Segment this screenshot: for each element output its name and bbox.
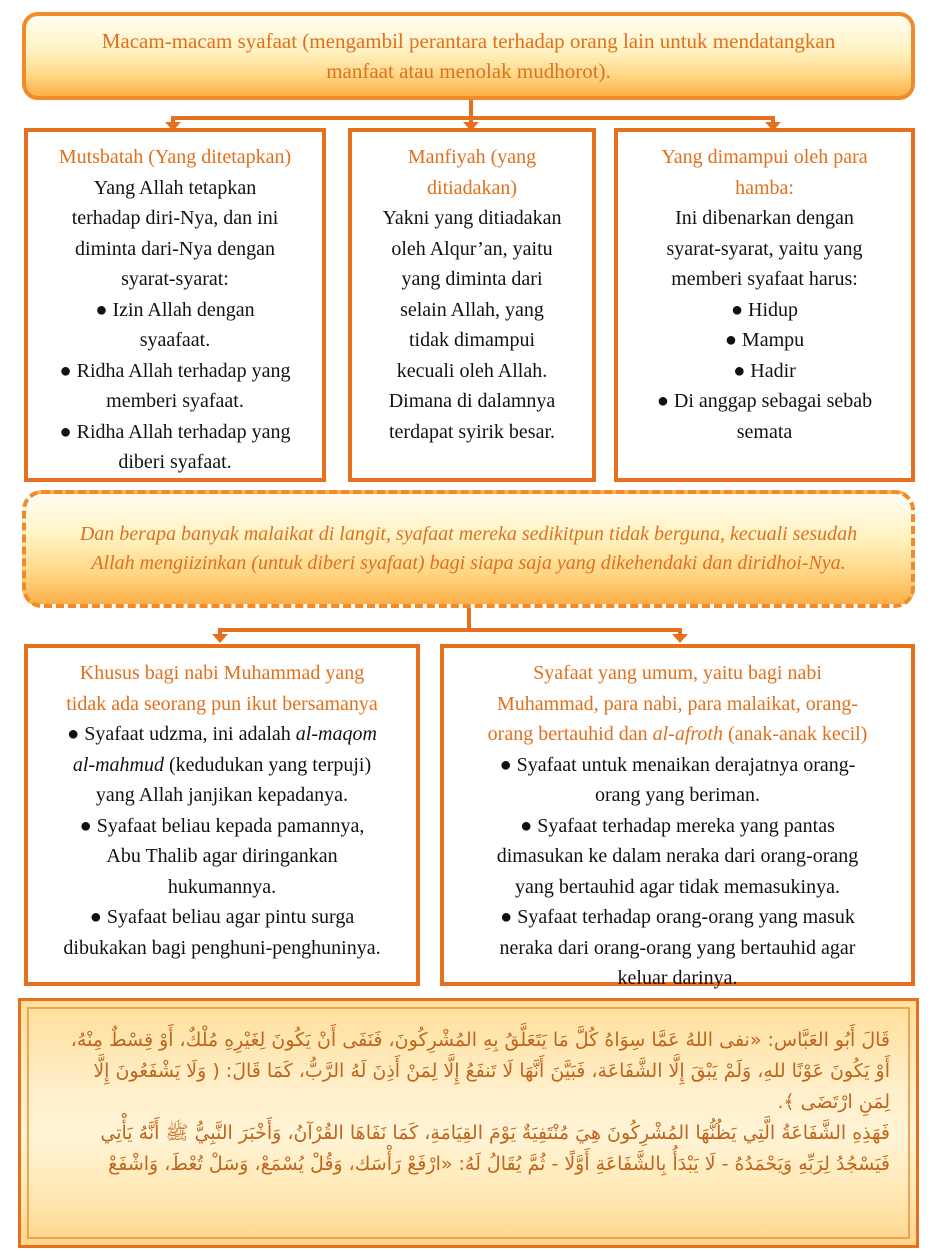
card-title-line: tidak ada seorang pun ikut bersamanya	[66, 692, 378, 715]
card-line: Dimana di dalamnya	[388, 390, 556, 412]
card-line: neraka dari orang-orang yang bertauhid agar	[499, 936, 856, 959]
header-text: Macam-macam syafaat (mengambil perantara terhadap orang lain untuk mendatangkan manfaat atau menolak mudhorot).	[101, 29, 836, 83]
bullet-text: ● Syafaat udzma, ini adalah	[67, 723, 296, 745]
card-line: Abu Thalib agar diringankan	[106, 845, 338, 867]
card-title-line: Syafaat yang umum, yaitu bagi nabi	[533, 662, 822, 684]
arabic-line: قَالَ أَبُو العَبَّاس: «نفى اللهُ عَمَّا سِوَاهُ كُلَّ مَا يَتَعَلَّقُ بِهِ المُشْرِكُونَ، فَنَفَى أَنْ يَكُونَ لِغَيْرِهِ مُلْكٌ، أَوْ قِسْطٌ مِنْهُ،	[70, 1029, 890, 1051]
card-line: Yakni yang ditiadakan	[382, 207, 562, 229]
card-title-line: Khusus bagi nabi Muhammad yang	[79, 662, 365, 684]
card-line: ● Syafaat untuk menaikan derajatnya orang-	[499, 753, 856, 776]
connector-mid-bar	[218, 628, 682, 632]
card-line	[36, 750, 408, 781]
card-title-line: hamba:	[735, 176, 794, 199]
card-line: ● Hadir	[733, 359, 796, 382]
card-line: memberi syafaat harus:	[671, 268, 858, 290]
card-title-line: ditiadakan)	[427, 176, 517, 199]
card-title-line: Yang dimampui oleh para	[661, 146, 868, 168]
arabic-inner-frame	[27, 1007, 910, 1239]
header-box	[22, 12, 915, 100]
card-mutsbatah	[24, 128, 326, 482]
card-line: ● Hidup	[730, 298, 799, 321]
arabic-text	[47, 1025, 890, 1180]
card-line: semata	[736, 420, 793, 443]
quote-text: Dan berapa banyak malaikat di langit, syafaat mereka sedikitpun tidak berguna, kecuali sesudah Allah mengiizinkan (untuk diberi syafaat) bagi siapa saja yang dikehendaki dan diridhoi-Nya.	[79, 523, 858, 574]
card-line: ● Di anggap sebagai sebab	[656, 390, 873, 412]
card-line: syaafaat.	[139, 329, 211, 351]
card-line: terdapat syirik besar.	[388, 420, 556, 443]
card-line: tidak dimampui	[408, 329, 536, 351]
card-line: yang Allah janjikan kepadanya.	[95, 784, 349, 806]
card-line: ● Syafaat beliau kepada pamannya,	[79, 814, 365, 837]
card-line: Ini dibenarkan dengan	[675, 207, 854, 229]
card-line: ● Syafaat terhadap orang-orang yang masuk	[500, 906, 855, 928]
card-manfiyah	[348, 128, 596, 482]
arrow-down-icon	[212, 634, 228, 643]
card-line: Yang Allah tetapkan	[93, 176, 257, 199]
card-umum	[440, 644, 915, 989]
card-title-line: Muhammad, para nabi, para malaikat, orang-	[497, 692, 858, 715]
card-line: terhadap diri-Nya, dan ini	[71, 207, 279, 229]
card-line: kecuali oleh Allah.	[396, 359, 548, 382]
card-title-line: Manfiyah (yang	[407, 146, 537, 168]
title-text: (anak-anak kecil)	[722, 723, 868, 745]
card-line: ● Ridha Allah terhadap yang	[59, 420, 291, 443]
card-line: yang diminta dari	[401, 268, 543, 290]
title-text: orang bertauhid dan	[487, 723, 653, 745]
term-italic: al-mahmud	[72, 753, 164, 776]
card-line: ● Mampu	[724, 329, 805, 351]
card-line: dibukakan bagi penghuni-penghuninya.	[63, 936, 381, 959]
card-line: ● Izin Allah dengan	[95, 298, 255, 321]
arabic-line: أَوْ يَكُونَ عَوْنًا للهِ، وَلَمْ يَبْقَ إِلَّا الشَّفَاعَة، فَبَيَّنَ أَنَّهَا لَا تَنفَعُ إِلَّا لِمَنْ أَذِنَ لَهُ الرَّبُّ، كَمَا قَالَ: ( وَلَا يَشْفَعُونَ إِلَّا	[93, 1060, 890, 1082]
term-italic: al-maqom	[295, 723, 377, 745]
card-line: ● Syafaat terhadap mereka yang pantas	[520, 814, 835, 837]
card-line: diminta dari-Nya dengan	[75, 237, 275, 260]
arabic-quote-box	[18, 998, 919, 1248]
card-line: memberi syafaat.	[106, 390, 244, 412]
card-line: dimasukan ke dalam neraka dari orang-orang	[496, 845, 859, 867]
card-khusus	[24, 644, 420, 986]
arabic-line: لِمَنِ ارْتَضَى ﴾.	[777, 1091, 890, 1113]
card-line: keluar darinya.	[617, 967, 738, 989]
card-line: ● Syafaat beliau agar pintu surga	[89, 906, 355, 928]
card-line: syarat-syarat, yaitu yang	[666, 237, 863, 260]
card-title-line	[452, 719, 903, 750]
card-line: yang bertauhid agar tidak memasukinya.	[515, 875, 840, 898]
card-line: hukumannya.	[167, 875, 277, 898]
connector-mid-stem	[467, 608, 471, 630]
card-line: selain Allah, yang	[400, 298, 544, 321]
term-italic: al-afroth	[652, 723, 723, 745]
card-line: syarat-syarat:	[121, 268, 229, 290]
card-line: ● Ridha Allah terhadap yang	[59, 359, 291, 382]
card-line: orang yang beriman.	[595, 784, 760, 806]
arabic-line: فَهَذِهِ الشَّفَاعَةُ الَّتِي يَظُنُّهَا المُشْرِكُونَ هِيَ مُنْتَفِيَةٌ يَوْمَ القِيَامَةِ، كَمَا نَفَاهَا القُرْآنُ، وَأَخْبَرَ النَّبِيُّ ﷺ أَنَّهُ يَأْتِي	[100, 1122, 890, 1144]
bullet-text: (kedudukan yang terpuji)	[163, 753, 372, 776]
card-line: diberi syafaat.	[118, 451, 232, 473]
card-line: oleh Alqur’an, yaitu	[391, 237, 553, 260]
quote-box	[22, 490, 915, 608]
arrow-down-icon	[672, 634, 688, 643]
card-line	[36, 719, 408, 750]
card-dimampui	[614, 128, 915, 482]
arabic-line: فَيَسْجُدُ لِرَبِّهِ وَيَحْمَدُهُ - لَا يَبْدَأُ بِالشَّفَاعَةِ أَوَّلًا - ثُمَّ يُقَالُ لَهُ: «ارْفَعْ رَأْسَك، وَقُلْ يُسْمَعْ، وَسَلْ تُعْطَ، وَاشْفَعْ	[108, 1153, 890, 1175]
card-title: Mutsbatah (Yang ditetapkan)	[58, 146, 292, 168]
